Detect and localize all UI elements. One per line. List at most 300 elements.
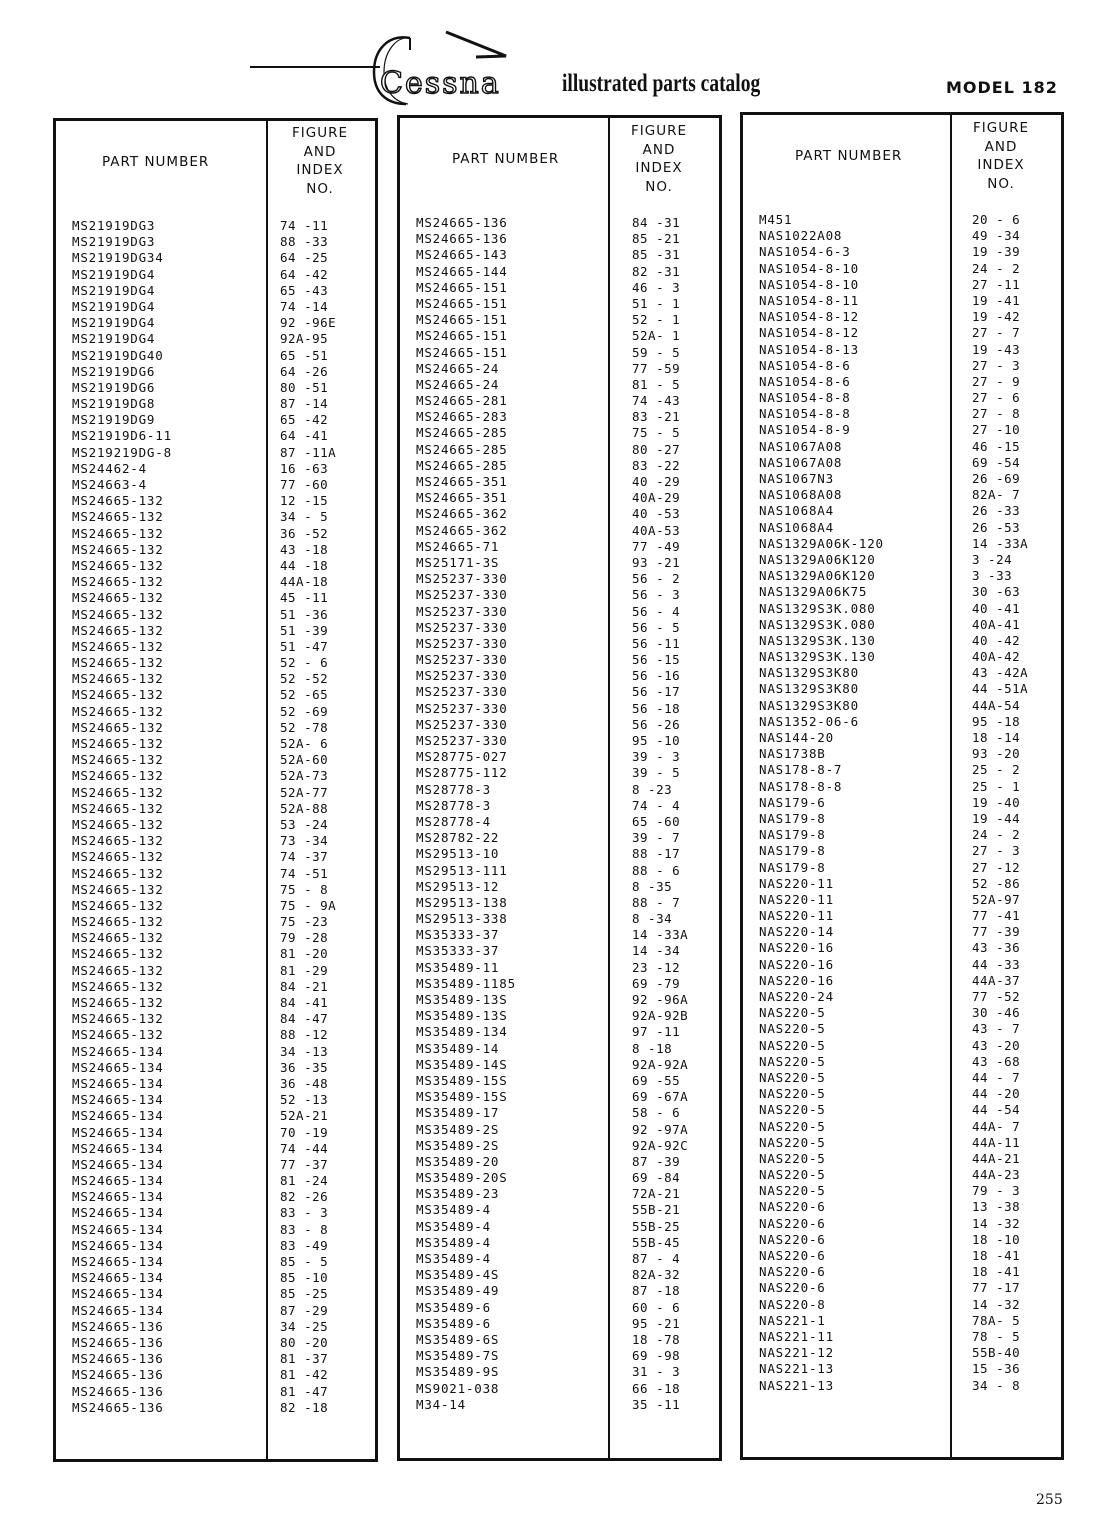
figure-index-cell: 20 - 6	[972, 212, 1021, 227]
part-number-cell: NAS1329A06K-120	[759, 535, 884, 551]
figure-index-cell: 44A-23	[972, 1167, 1021, 1183]
figure-index-cell: 19 -43	[972, 341, 1021, 357]
table-row	[743, 406, 1061, 422]
figure-index-cell: 14 -34	[632, 943, 681, 959]
table-row	[56, 1125, 375, 1141]
figure-index-cell: 81 - 5	[632, 376, 681, 392]
table-row	[400, 879, 719, 895]
part-number-cell: NAS220-5	[759, 1134, 826, 1150]
part-number-cell: MS24665-132	[72, 541, 164, 557]
part-number-cell: NAS1022A08	[759, 228, 843, 244]
table-row	[56, 914, 375, 930]
figure-index-cell: 40A-53	[632, 522, 681, 538]
table-row	[400, 1316, 719, 1332]
model-label: MODEL 182	[946, 78, 1058, 97]
part-number-cell: NAS220-6	[759, 1231, 826, 1247]
figure-index-cell: 24 - 2	[972, 827, 1021, 843]
part-number-cell: MS24665-132	[72, 703, 164, 719]
table-row	[743, 649, 1061, 665]
figure-index-cell: 52 -65	[280, 687, 329, 703]
table-row	[743, 1216, 1061, 1232]
part-number-cell: MS35333-37	[416, 943, 500, 959]
part-number-cell: NAS220-6	[759, 1264, 826, 1280]
part-number-cell: MS21919DG34	[72, 250, 164, 266]
part-number-cell: NAS1068A4	[759, 519, 834, 535]
table-row	[56, 720, 375, 736]
table-row	[56, 1173, 375, 1189]
table-row	[400, 1202, 719, 1218]
figure-index-cell: 65 -42	[280, 412, 329, 428]
figure-index-cell: 82A-32	[632, 1267, 681, 1283]
table-row	[56, 380, 375, 396]
table-row	[743, 536, 1061, 552]
figure-index-cell: 52A-97	[972, 891, 1021, 907]
table-row	[743, 601, 1061, 617]
table-row	[56, 687, 375, 703]
table-row	[743, 1021, 1061, 1037]
part-number-cell: MS35333-37	[416, 927, 500, 943]
part-number-cell: MS35489-6	[416, 1299, 491, 1315]
part-number-cell: MS24665-134	[72, 1302, 164, 1318]
part-number-cell: MS29513-338	[416, 911, 508, 927]
figure-index-cell: 27 - 3	[972, 843, 1021, 859]
figure-index-cell: 85 -25	[280, 1286, 329, 1302]
figure-index-cell: 56 -11	[632, 635, 681, 651]
figure-index-cell: 3 -24	[972, 551, 1013, 567]
part-number-cell: MS29513-111	[416, 862, 508, 878]
part-number-cell: NAS220-16	[759, 940, 834, 956]
part-number-cell: MS24665-362	[416, 506, 508, 522]
figure-index-cell: 51 - 1	[632, 295, 681, 311]
table-row	[743, 924, 1061, 940]
figure-index-cell: 75 - 9A	[280, 897, 337, 913]
figure-index-cell: 78 - 5	[972, 1328, 1021, 1344]
part-number-cell: MS24665-134	[72, 1286, 164, 1302]
part-number-cell: NAS221-1	[759, 1312, 826, 1328]
table-row	[56, 558, 375, 574]
part-number-cell: MS24665-134	[72, 1059, 164, 1075]
figure-index-cell: 44 -33	[972, 956, 1021, 972]
part-number-cell: MS24665-24	[416, 360, 500, 376]
figure-index-cell: 74 -14	[280, 298, 329, 314]
part-number-cell: MS24665-132	[72, 622, 164, 638]
figure-index-cell: 27 - 3	[972, 357, 1021, 373]
table-row	[400, 1008, 719, 1024]
figure-index-cell: 82 -18	[280, 1399, 329, 1415]
figure-index-cell: 92A-92C	[632, 1137, 689, 1153]
figure-index-cell: 69 -67A	[632, 1089, 689, 1105]
figure-index-cell: 69 -54	[972, 454, 1021, 470]
table-row	[56, 364, 375, 380]
part-number-cell: MS35489-17	[416, 1105, 500, 1121]
part-number-cell: NAS1329A06K120	[759, 568, 876, 584]
figure-index-cell: 8 -34	[632, 911, 673, 927]
figure-index-cell: 27 -11	[972, 276, 1021, 292]
figure-index-cell: 84 -31	[632, 215, 681, 230]
table-row	[743, 1232, 1061, 1248]
part-number-cell: NAS1068A08	[759, 487, 843, 503]
part-number-cell: NAS220-6	[759, 1199, 826, 1215]
table-row	[56, 849, 375, 865]
table-row	[56, 995, 375, 1011]
table-row	[400, 361, 719, 377]
parts-list	[743, 212, 1061, 1394]
part-number-cell: MS35489-14	[416, 1040, 500, 1056]
figure-index-cell: 87 - 4	[632, 1251, 681, 1266]
figure-index-cell: 83 -22	[632, 457, 681, 473]
figure-index-cell: 8 -18	[632, 1040, 673, 1056]
part-number-cell: MS24665-151	[416, 295, 508, 311]
figure-index-cell: 92A-92A	[632, 1056, 689, 1072]
table-row	[56, 574, 375, 590]
figure-index-cell: 52 -78	[280, 719, 329, 735]
figure-index-cell: 55B-40	[972, 1345, 1021, 1361]
part-number-cell: NAS221-13	[759, 1361, 834, 1377]
figure-index-cell: 56 - 5	[632, 619, 681, 635]
table-row	[56, 1303, 375, 1319]
figure-index-cell: 92 -96A	[632, 992, 689, 1007]
part-number-cell: M34-14	[416, 1396, 466, 1412]
figure-index-cell: 77 -59	[632, 360, 681, 376]
table-row	[56, 946, 375, 962]
part-number-cell: NAS220-8	[759, 1296, 826, 1312]
figure-index-cell: 36 -48	[280, 1075, 329, 1091]
table-row	[56, 445, 375, 461]
part-number-cell: MS24665-132	[72, 493, 164, 509]
figure-index-cell: 18 -14	[972, 730, 1021, 745]
table-row	[400, 652, 719, 668]
part-number-cell: MS24665-136	[416, 231, 508, 247]
table-row	[56, 736, 375, 752]
figure-index-cell: 97 -11	[632, 1024, 681, 1040]
table-row	[400, 458, 719, 474]
part-number-cell: NAS1067A08	[759, 438, 843, 454]
table-row	[56, 1254, 375, 1270]
figure-index-cell: 19 -44	[972, 810, 1021, 826]
part-number-cell: MS24665-132	[72, 865, 164, 881]
figure-index-cell: 64 -26	[280, 363, 329, 379]
figure-index-cell: 44 -20	[972, 1086, 1021, 1102]
part-number-cell: MS35489-2S	[416, 1121, 500, 1137]
figure-index-cell: 77 -52	[972, 989, 1021, 1004]
part-number-cell: MS35489-4S	[416, 1267, 500, 1283]
part-number-cell: NAS1068A4	[759, 503, 834, 519]
part-number-cell: MS24665-351	[416, 490, 508, 506]
table-row	[743, 1280, 1061, 1296]
figure-index-cell: 77 -60	[280, 477, 329, 492]
table-row	[400, 1267, 719, 1283]
part-number-cell: MS28775-112	[416, 765, 508, 781]
part-number-cell: MS21919DG4	[72, 298, 156, 314]
figure-index-cell: 56 -18	[632, 700, 681, 716]
table-row	[743, 892, 1061, 908]
figure-index-cell: 44A-21	[972, 1150, 1021, 1166]
figure-index-cell: 56 -17	[632, 684, 681, 700]
table-row	[400, 571, 719, 587]
figure-index-cell: 27 - 6	[972, 390, 1021, 406]
figure-index-cell: 87 -39	[632, 1153, 681, 1169]
table-row	[400, 474, 719, 490]
figure-index-cell: 64 -41	[280, 428, 329, 444]
figure-index-cell: 27 - 8	[972, 406, 1021, 422]
figure-index-cell: 40A-29	[632, 490, 681, 506]
figure-index-cell: 75 -23	[280, 914, 329, 930]
table-row	[400, 636, 719, 652]
figure-index-cell: 95 -10	[632, 733, 681, 748]
figure-index-cell: 92A-95	[280, 331, 329, 347]
table-row	[400, 943, 719, 959]
part-number-cell: MS35489-15S	[416, 1089, 508, 1105]
part-number-cell: MS25237-330	[416, 652, 508, 668]
table-row	[743, 552, 1061, 568]
figure-index-cell: 80 -27	[632, 441, 681, 457]
table-row	[400, 409, 719, 425]
table-row	[400, 506, 719, 522]
part-number-cell: MS24665-132	[72, 752, 164, 768]
part-number-cell: MS24665-151	[416, 344, 508, 360]
table-row	[56, 623, 375, 639]
figure-index-cell: 59 - 5	[632, 344, 681, 360]
figure-index-cell: 88 -12	[280, 1027, 329, 1043]
part-number-cell: NAS221-13	[759, 1377, 834, 1393]
part-number-cell: NAS220-6	[759, 1280, 826, 1296]
figure-index-cell: 8 -35	[632, 878, 673, 894]
table-row	[400, 312, 719, 328]
part-number-cell: MS35489-9S	[416, 1364, 500, 1380]
figure-index-cell: 77 -17	[972, 1280, 1021, 1296]
figure-index-cell: 26 -33	[972, 503, 1021, 519]
table-row	[743, 487, 1061, 503]
part-number-cell: MS24665-134	[72, 1043, 164, 1059]
part-number-cell: NAS220-5	[759, 1183, 826, 1199]
table-row	[400, 668, 719, 684]
table-row	[56, 1205, 375, 1221]
part-number-cell: MS35489-4	[416, 1202, 491, 1218]
table-row	[56, 218, 375, 234]
table-row	[56, 1076, 375, 1092]
table-row	[56, 428, 375, 444]
figure-index-header: FIGURE AND INDEX NO.	[292, 125, 348, 197]
figure-index-cell: 27 - 9	[972, 373, 1021, 389]
figure-index-cell: 58 - 6	[632, 1105, 681, 1121]
table-row	[743, 1086, 1061, 1102]
table-row	[56, 1351, 375, 1367]
figure-index-cell: 60 - 6	[632, 1299, 681, 1315]
part-number-cell: MS24665-132	[72, 606, 164, 622]
part-number-cell: MS25237-330	[416, 619, 508, 635]
figure-index-cell: 87 -14	[280, 396, 329, 412]
table-row	[400, 911, 719, 927]
table-row	[56, 348, 375, 364]
figure-index-cell: 15 -36	[972, 1361, 1021, 1377]
part-number-cell: MS35489-20	[416, 1153, 500, 1169]
header-rule	[250, 66, 380, 68]
part-number-cell: MS24665-144	[416, 263, 508, 279]
table-row	[56, 396, 375, 412]
part-number-cell: NAS144-20	[759, 730, 834, 745]
part-number-cell: NAS220-5	[759, 1150, 826, 1166]
table-row	[743, 520, 1061, 536]
table-row	[400, 976, 719, 992]
part-number-cell: MS35489-14S	[416, 1056, 508, 1072]
part-number-cell: MS35489-20S	[416, 1170, 508, 1186]
part-number-cell: NAS220-6	[759, 1248, 826, 1263]
figure-index-cell: 75 - 8	[280, 881, 329, 897]
table-row	[56, 639, 375, 655]
part-number-cell: NAS1329S3K.130	[759, 632, 876, 648]
part-number-cell: MS24665-132	[72, 914, 164, 930]
figure-index-cell: 34 - 8	[972, 1377, 1021, 1393]
table-row	[743, 293, 1061, 309]
part-number-cell: MS21919DG4	[72, 315, 156, 331]
table-row	[400, 701, 719, 717]
table-row	[400, 442, 719, 458]
part-number-cell: NAS220-5	[759, 1167, 826, 1183]
figure-index-cell: 81 -24	[280, 1173, 329, 1189]
part-number-cell: MS35489-134	[416, 1024, 508, 1040]
table-row	[400, 604, 719, 620]
table-row	[743, 1038, 1061, 1054]
part-number-cell: MS24665-71	[416, 538, 500, 554]
figure-index-cell: 26 -69	[972, 471, 1021, 486]
part-number-cell: MS24665-132	[72, 978, 164, 994]
figure-index-cell: 77 -39	[972, 924, 1021, 940]
table-row	[56, 1189, 375, 1205]
table-row	[56, 979, 375, 995]
table-row	[56, 493, 375, 509]
part-number-cell: MS24462-4	[72, 460, 147, 476]
part-number-cell: NAS220-11	[759, 891, 834, 907]
part-number-cell: NAS1054-8-6	[759, 373, 851, 389]
part-number-cell: MS24665-136	[72, 1334, 164, 1350]
figure-index-cell: 44A-18	[280, 574, 329, 590]
part-number-header: PART NUMBER	[452, 151, 560, 167]
figure-index-cell: 83 - 3	[280, 1205, 329, 1221]
table-row	[743, 1248, 1061, 1264]
table-row	[400, 684, 719, 700]
figure-index-cell: 84 -21	[280, 978, 329, 994]
table-row	[743, 698, 1061, 714]
part-number-cell: NAS179-8	[759, 827, 826, 843]
figure-index-cell: 36 -52	[280, 525, 329, 541]
table-row	[56, 898, 375, 914]
table-row	[743, 1167, 1061, 1183]
table-row	[56, 1400, 375, 1416]
figure-index-cell: 51 -47	[280, 638, 329, 654]
table-row	[743, 973, 1061, 989]
table-row	[56, 590, 375, 606]
table-row	[56, 671, 375, 687]
part-number-cell: MS24665-132	[72, 1011, 164, 1027]
part-number-cell: MS24665-132	[72, 816, 164, 832]
part-number-cell: MS24665-132	[72, 784, 164, 800]
table-row	[400, 1154, 719, 1170]
table-row	[400, 1332, 719, 1348]
table-row	[743, 762, 1061, 778]
figure-index-cell: 26 -53	[972, 519, 1021, 535]
figure-index-cell: 74 -51	[280, 865, 329, 881]
figure-index-cell: 56 -16	[632, 668, 681, 684]
part-number-cell: NAS1329A06K75	[759, 584, 868, 600]
part-number-cell: MS21919DG9	[72, 412, 156, 428]
table-row	[56, 1157, 375, 1173]
table-row	[400, 328, 719, 344]
part-number-cell: MS21919DG40	[72, 347, 164, 363]
table-row	[400, 280, 719, 296]
figure-index-cell: 52 -69	[280, 703, 329, 719]
figure-index-cell: 40A-42	[972, 649, 1021, 665]
part-number-cell: MS24665-151	[416, 312, 508, 328]
figure-index-cell: 44 -54	[972, 1102, 1021, 1118]
table-row	[400, 1348, 719, 1364]
part-number-cell: MS24665-134	[72, 1140, 164, 1156]
table-row	[400, 1397, 719, 1413]
table-row	[56, 833, 375, 849]
table-row	[743, 503, 1061, 519]
figure-index-cell: 19 -39	[972, 244, 1021, 260]
table-row	[400, 1381, 719, 1397]
table-row	[400, 1073, 719, 1089]
table-row	[743, 746, 1061, 762]
table-row	[56, 607, 375, 623]
figure-index-cell: 23 -12	[632, 959, 681, 975]
table-row	[400, 1122, 719, 1138]
table-row	[743, 342, 1061, 358]
part-number-cell: NAS1054-8-9	[759, 422, 851, 438]
figure-index-cell: 43 - 7	[972, 1021, 1021, 1037]
table-row	[743, 633, 1061, 649]
table-row	[56, 1011, 375, 1027]
table-row	[743, 714, 1061, 730]
table-row	[743, 617, 1061, 633]
figure-index-cell: 56 - 4	[632, 603, 681, 619]
table-row	[743, 1054, 1061, 1070]
table-row	[400, 830, 719, 846]
figure-index-cell: 95 -18	[972, 713, 1021, 729]
table-row	[400, 1105, 719, 1121]
table-row	[56, 866, 375, 882]
figure-index-cell: 77 -49	[632, 538, 681, 554]
table-row	[400, 1024, 719, 1040]
table-row	[56, 801, 375, 817]
table-row	[400, 1057, 719, 1073]
figure-index-cell: 19 -41	[972, 292, 1021, 308]
figure-index-cell: 87 -29	[280, 1302, 329, 1318]
table-row	[400, 1251, 719, 1267]
part-number-cell: MS25171-3S	[416, 554, 500, 570]
table-row	[56, 1092, 375, 1108]
table-row	[56, 1319, 375, 1335]
part-number-cell: NAS178-8-8	[759, 778, 843, 794]
table-row	[400, 863, 719, 879]
table-row	[400, 798, 719, 814]
part-number-cell: NAS1054-8-8	[759, 390, 851, 406]
part-number-cell: NAS1054-8-12	[759, 309, 859, 325]
part-number-cell: MS24665-132	[72, 1027, 164, 1043]
part-number-cell: M451	[759, 212, 793, 227]
part-number-cell: MS24665-132	[72, 930, 164, 946]
part-number-cell: MS21919DG3	[72, 218, 156, 233]
part-number-cell: MS24665-134	[72, 1075, 164, 1091]
figure-index-cell: 85 -10	[280, 1270, 329, 1286]
part-number-cell: MS29513-138	[416, 894, 508, 910]
part-number-cell: NAS1054-8-11	[759, 292, 859, 308]
figure-index-header: FIGURE AND INDEX NO.	[631, 123, 687, 195]
part-number-cell: MS24665-134	[72, 1173, 164, 1189]
part-number-cell: MS21919DG6	[72, 379, 156, 395]
figure-index-cell: 24 - 2	[972, 260, 1021, 276]
part-number-cell: MS24665-351	[416, 474, 508, 489]
